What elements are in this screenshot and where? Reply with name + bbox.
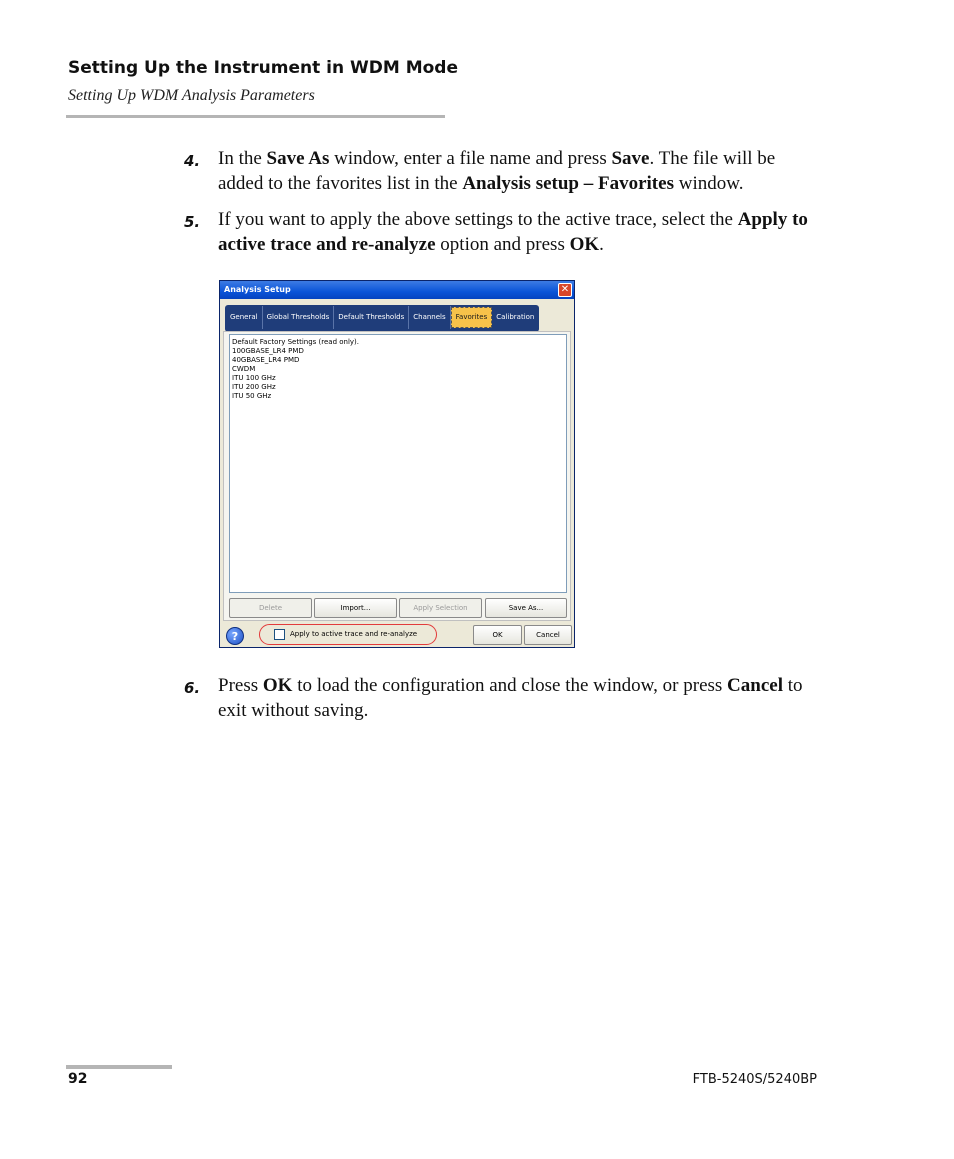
step-emphasis: Save As [266, 148, 330, 169]
step-text-run: Press [218, 675, 263, 696]
tab-default-thresholds[interactable]: Default Thresholds [334, 306, 409, 329]
page-number: 92 [68, 1071, 88, 1087]
step-text [218, 673, 824, 723]
step-number: 6. [184, 679, 201, 697]
step-text-run: . [599, 234, 604, 255]
tab-favorites[interactable]: Favorites [451, 307, 493, 328]
tab-global-thresholds[interactable]: Global Thresholds [263, 306, 335, 329]
step-emphasis: OK [569, 234, 600, 255]
list-item[interactable]: CWDM [232, 365, 256, 373]
step-emphasis: Save [611, 148, 650, 169]
apply-option-highlight[interactable] [259, 624, 437, 645]
close-icon[interactable]: ✕ [558, 283, 572, 297]
apply-selection-button[interactable]: Apply Selection [399, 598, 482, 618]
list-item[interactable]: Default Factory Settings (read only). [232, 338, 360, 346]
dialog-title: Analysis Setup [220, 281, 574, 299]
save-as-button[interactable]: Save As... [485, 598, 567, 618]
step-text-run: option and press [435, 234, 570, 255]
section-subtitle: Setting Up WDM Analysis Parameters [68, 87, 315, 104]
step-text [218, 146, 824, 196]
tab-strip [225, 305, 571, 331]
step-emphasis: Cancel [727, 675, 783, 696]
analysis-setup-dialog [219, 280, 575, 648]
help-icon[interactable]: ? [226, 627, 244, 645]
step-emphasis: Analysis setup – Favorites [462, 173, 674, 194]
ok-button[interactable]: OK [473, 625, 522, 645]
list-item[interactable]: ITU 200 GHz [232, 383, 276, 391]
step-4 [184, 146, 824, 196]
cancel-button[interactable]: Cancel [524, 625, 572, 645]
tab-general[interactable]: General [226, 306, 263, 329]
list-item[interactable]: 40GBASE_LR4 PMD [232, 356, 300, 364]
import-button[interactable]: Import... [314, 598, 397, 618]
step-emphasis: Apply to active trace and re-analyze [218, 209, 808, 255]
step-6 [184, 673, 824, 723]
apply-checkbox[interactable] [274, 629, 285, 640]
delete-button[interactable]: Delete [229, 598, 312, 618]
favorites-list[interactable] [229, 334, 567, 593]
step-text-run: window, enter a file name and press [329, 148, 612, 169]
step-text-run: to load the configuration and close the window, or press [292, 675, 728, 696]
step-text-run: . The file will be added to the favorites list in the [218, 148, 776, 194]
header-rule [66, 115, 445, 118]
tab-calibration[interactable]: Calibration [496, 313, 535, 321]
step-number: 4. [184, 152, 201, 170]
step-number: 5. [184, 213, 201, 231]
favorites-panel [223, 331, 571, 621]
list-item[interactable]: ITU 50 GHz [232, 392, 272, 400]
step-text-run: to exit without saving. [218, 675, 803, 721]
apply-checkbox-label: Apply to active trace and re-analyze [290, 630, 418, 638]
step-emphasis: OK [262, 675, 293, 696]
tab-channels[interactable]: Channels [409, 306, 450, 329]
list-item[interactable]: ITU 100 GHz [232, 374, 276, 382]
product-name: FTB-5240S/5240BP [692, 1072, 817, 1087]
step-text [218, 207, 824, 257]
footer-rule [66, 1065, 172, 1069]
list-item[interactable]: 100GBASE_LR4 PMD [232, 347, 304, 355]
step-text-run: If you want to apply the above settings to the active trace, select the [218, 209, 738, 230]
step-text-run: In the [218, 148, 267, 169]
step-text-run: window. [673, 173, 744, 194]
step-5 [184, 207, 824, 257]
section-title: Setting Up the Instrument in WDM Mode [68, 58, 459, 78]
